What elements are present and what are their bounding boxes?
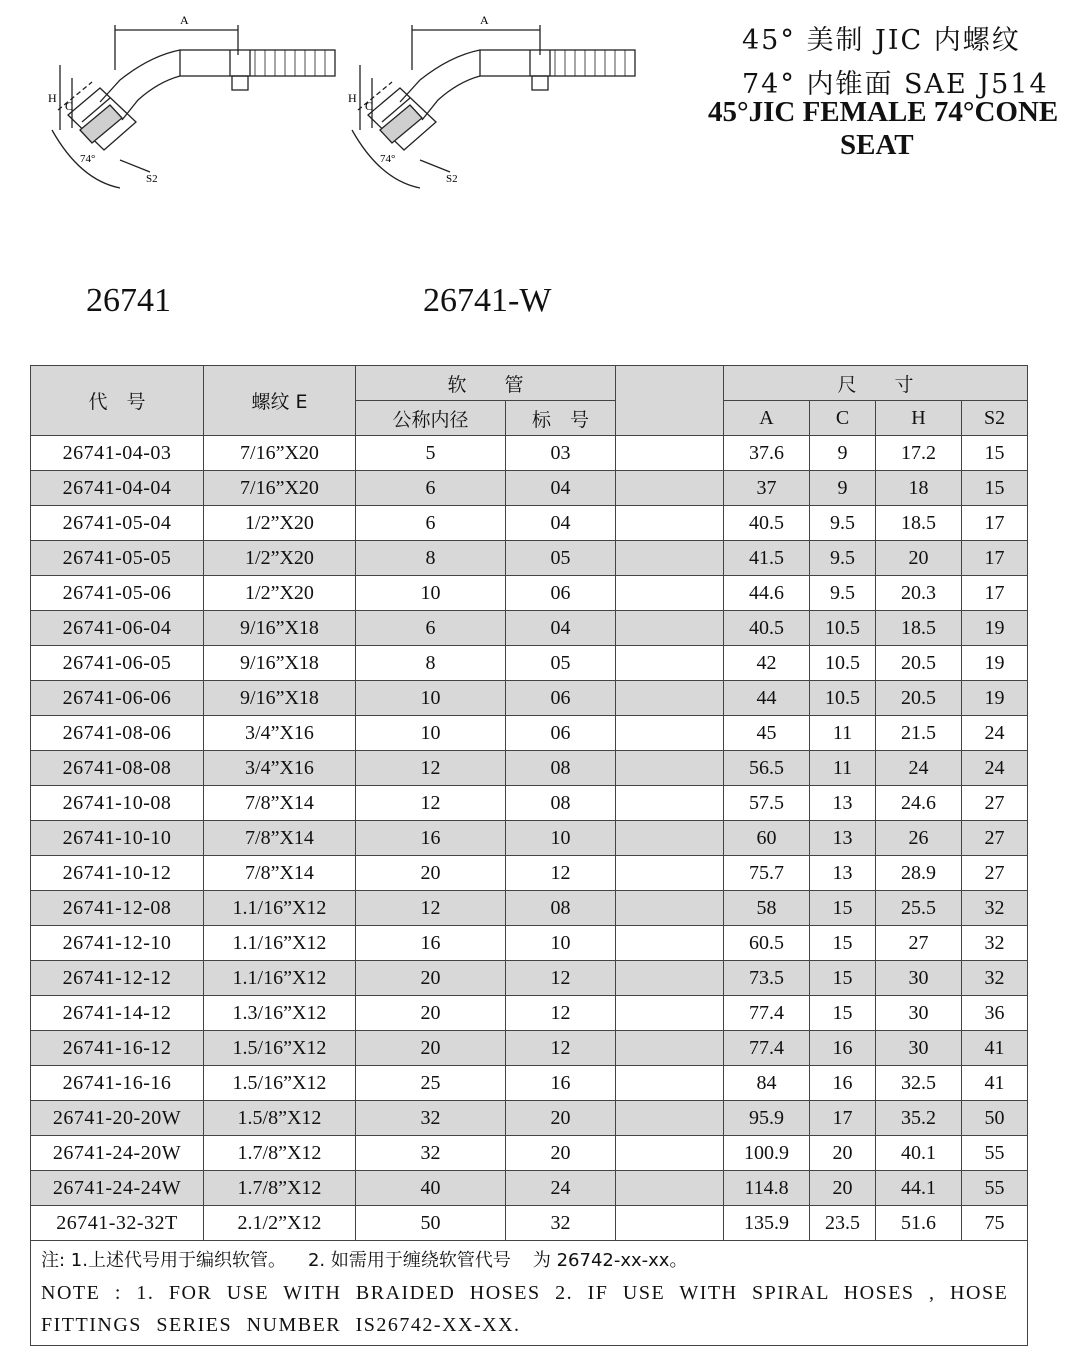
cell-blank [616, 961, 724, 996]
table-row [31, 646, 1028, 681]
cell-blank [616, 1206, 724, 1241]
cell-c: 10.5 [810, 681, 876, 716]
cell-thread: 1.7/8”X12 [204, 1136, 356, 1171]
cell-code: 26741-24-20W [31, 1136, 204, 1171]
cell-h: 28.9 [876, 856, 962, 891]
cell-mark: 08 [506, 751, 616, 786]
cell-s2: 75 [962, 1206, 1028, 1241]
cell-c: 23.5 [810, 1206, 876, 1241]
table-row [31, 856, 1028, 891]
cell-s2: 15 [962, 436, 1028, 471]
cell-thread: 2.1/2”X12 [204, 1206, 356, 1241]
cell-thread: 7/8”X14 [204, 821, 356, 856]
note-cn-part3: 为 26742-xx-xx。 [532, 1250, 688, 1271]
cell-blank [616, 681, 724, 716]
cell-thread: 3/4”X16 [204, 751, 356, 786]
cell-c: 16 [810, 1031, 876, 1066]
cell-s2: 19 [962, 646, 1028, 681]
cell-s2: 41 [962, 1066, 1028, 1101]
cell-thread: 9/16”X18 [204, 646, 356, 681]
cell-blank [616, 856, 724, 891]
cell-dn: 8 [356, 541, 506, 576]
cell-thread: 7/8”X14 [204, 856, 356, 891]
header-s2: S2 [962, 401, 1028, 436]
cell-s2: 55 [962, 1136, 1028, 1171]
table-row [31, 786, 1028, 821]
header-hose: 软 管 [356, 366, 616, 401]
cell-blank [616, 996, 724, 1031]
cell-thread: 1.5/8”X12 [204, 1101, 356, 1136]
cell-mark: 12 [506, 1031, 616, 1066]
table-row [31, 1066, 1028, 1101]
cell-h: 26 [876, 821, 962, 856]
cell-dn: 20 [356, 1031, 506, 1066]
cell-s2: 32 [962, 961, 1028, 996]
dim-c-label: C [65, 99, 74, 113]
cell-thread: 1.5/16”X12 [204, 1031, 356, 1066]
cell-c: 15 [810, 961, 876, 996]
cell-mark: 05 [506, 541, 616, 576]
cell-h: 35.2 [876, 1101, 962, 1136]
cell-blank [616, 1136, 724, 1171]
cell-a: 41.5 [724, 541, 810, 576]
table-row [31, 541, 1028, 576]
cell-blank [616, 611, 724, 646]
cell-dn: 20 [356, 856, 506, 891]
cell-thread: 9/16”X18 [204, 681, 356, 716]
cell-code: 26741-04-04 [31, 471, 204, 506]
cell-dn: 12 [356, 786, 506, 821]
cell-h: 27 [876, 926, 962, 961]
title-english-line2: SEAT [840, 129, 914, 161]
table-row [31, 926, 1028, 961]
cell-code: 26741-05-04 [31, 506, 204, 541]
cell-c: 15 [810, 996, 876, 1031]
cell-dn: 32 [356, 1136, 506, 1171]
notes [31, 1241, 1028, 1346]
cell-dn: 20 [356, 961, 506, 996]
header-hose-nominal: 公称内径 [356, 401, 506, 436]
cell-mark: 06 [506, 681, 616, 716]
cell-dn: 12 [356, 891, 506, 926]
cell-blank [616, 751, 724, 786]
cell-h: 30 [876, 996, 962, 1031]
cell-thread: 1.1/16”X12 [204, 891, 356, 926]
cell-blank [616, 1066, 724, 1101]
cell-thread: 1.1/16”X12 [204, 961, 356, 996]
table-row [31, 751, 1028, 786]
cell-thread: 1.7/8”X12 [204, 1171, 356, 1206]
cell-s2: 15 [962, 471, 1028, 506]
cell-c: 11 [810, 716, 876, 751]
cell-mark: 24 [506, 1171, 616, 1206]
cell-mark: 10 [506, 821, 616, 856]
cell-code: 26741-16-16 [31, 1066, 204, 1101]
cell-dn: 20 [356, 996, 506, 1031]
cell-c: 13 [810, 786, 876, 821]
cell-h: 25.5 [876, 891, 962, 926]
cell-s2: 41 [962, 1031, 1028, 1066]
cell-code: 26741-08-06 [31, 716, 204, 751]
cell-dn: 10 [356, 716, 506, 751]
cell-blank [616, 716, 724, 751]
cell-blank [616, 436, 724, 471]
cell-dn: 50 [356, 1206, 506, 1241]
cell-blank [616, 541, 724, 576]
cell-h: 20 [876, 541, 962, 576]
cell-a: 37.6 [724, 436, 810, 471]
cell-h: 32.5 [876, 1066, 962, 1101]
cell-a: 114.8 [724, 1171, 810, 1206]
cell-code: 26741-32-32T [31, 1206, 204, 1241]
cell-a: 60 [724, 821, 810, 856]
cell-a: 95.9 [724, 1101, 810, 1136]
cell-a: 45 [724, 716, 810, 751]
cell-c: 9 [810, 471, 876, 506]
header-code: 代 号 [31, 366, 204, 436]
cell-code: 26741-06-05 [31, 646, 204, 681]
cell-a: 40.5 [724, 506, 810, 541]
cell-s2: 19 [962, 611, 1028, 646]
cell-a: 84 [724, 1066, 810, 1101]
cell-mark: 05 [506, 646, 616, 681]
table-header [31, 366, 1028, 436]
cell-h: 17.2 [876, 436, 962, 471]
cell-mark: 06 [506, 716, 616, 751]
cell-code: 26741-20-20W [31, 1101, 204, 1136]
cell-s2: 32 [962, 926, 1028, 961]
cell-thread: 7/16”X20 [204, 471, 356, 506]
cell-code: 26741-06-06 [31, 681, 204, 716]
cell-blank [616, 471, 724, 506]
cell-c: 13 [810, 856, 876, 891]
cell-c: 15 [810, 891, 876, 926]
cell-blank [616, 1171, 724, 1206]
cell-a: 40.5 [724, 611, 810, 646]
cell-blank [616, 646, 724, 681]
table-row [31, 996, 1028, 1031]
cell-blank [616, 891, 724, 926]
cell-c: 17 [810, 1101, 876, 1136]
cell-h: 20.3 [876, 576, 962, 611]
angle-label: 74° [80, 153, 96, 165]
cell-a: 44.6 [724, 576, 810, 611]
cell-h: 24 [876, 751, 962, 786]
cell-h: 20.5 [876, 681, 962, 716]
cell-c: 20 [810, 1171, 876, 1206]
cell-blank [616, 576, 724, 611]
cell-h: 18 [876, 471, 962, 506]
table-row [31, 821, 1028, 856]
cell-c: 9.5 [810, 576, 876, 611]
note-cn-part2: 2. 如需用于缠绕软管代号 [307, 1250, 511, 1271]
cell-thread: 9/16”X18 [204, 611, 356, 646]
cell-mark: 06 [506, 576, 616, 611]
dim-c-label: C [365, 99, 374, 113]
header-blank [616, 366, 724, 436]
cell-thread: 7/8”X14 [204, 786, 356, 821]
cell-code: 26741-05-05 [31, 541, 204, 576]
dim-a-label: A [180, 13, 189, 27]
table-row [31, 576, 1028, 611]
cell-code: 26741-10-12 [31, 856, 204, 891]
cell-h: 24.6 [876, 786, 962, 821]
cell-mark: 04 [506, 471, 616, 506]
cell-dn: 40 [356, 1171, 506, 1206]
table-row [31, 436, 1028, 471]
cell-a: 75.7 [724, 856, 810, 891]
cell-code: 26741-14-12 [31, 996, 204, 1031]
cell-a: 37 [724, 471, 810, 506]
header-c: C [810, 401, 876, 436]
cell-s2: 27 [962, 856, 1028, 891]
cell-thread: 1.3/16”X12 [204, 996, 356, 1031]
cell-blank [616, 506, 724, 541]
cell-code: 26741-16-12 [31, 1031, 204, 1066]
header-hose-mark: 标 号 [506, 401, 616, 436]
table-body [31, 436, 1028, 1241]
cell-s2: 17 [962, 506, 1028, 541]
cell-mark: 20 [506, 1101, 616, 1136]
cell-c: 9.5 [810, 541, 876, 576]
header-dimensions: 尺 寸 [724, 366, 1028, 401]
cell-s2: 50 [962, 1101, 1028, 1136]
cell-a: 60.5 [724, 926, 810, 961]
table-row [31, 1031, 1028, 1066]
cell-dn: 6 [356, 506, 506, 541]
cell-blank [616, 926, 724, 961]
cell-dn: 12 [356, 751, 506, 786]
cell-blank [616, 821, 724, 856]
table-row [31, 1171, 1028, 1206]
cell-h: 40.1 [876, 1136, 962, 1171]
cell-dn: 16 [356, 926, 506, 961]
cell-dn: 32 [356, 1101, 506, 1136]
note-chinese [41, 1245, 1017, 1277]
fitting-drawing-26741-w [340, 10, 640, 200]
cell-mark: 08 [506, 891, 616, 926]
cell-code: 26741-12-08 [31, 891, 204, 926]
cell-code: 26741-05-06 [31, 576, 204, 611]
cell-h: 30 [876, 1031, 962, 1066]
cell-dn: 10 [356, 681, 506, 716]
cell-a: 44 [724, 681, 810, 716]
header-h: H [876, 401, 962, 436]
cell-thread: 7/16”X20 [204, 436, 356, 471]
table-row [31, 471, 1028, 506]
cell-thread: 1/2”X20 [204, 576, 356, 611]
cell-code: 26741-06-04 [31, 611, 204, 646]
cell-blank [616, 786, 724, 821]
cell-c: 16 [810, 1066, 876, 1101]
cell-a: 100.9 [724, 1136, 810, 1171]
cell-code: 26741-10-10 [31, 821, 204, 856]
cell-code: 26741-08-08 [31, 751, 204, 786]
cell-h: 18.5 [876, 611, 962, 646]
cell-dn: 6 [356, 471, 506, 506]
header-thread: 螺纹 E [204, 366, 356, 436]
cell-mark: 08 [506, 786, 616, 821]
title-english-line1: 45°JIC FEMALE 74°CONE [708, 96, 1059, 128]
cell-code: 26741-12-12 [31, 961, 204, 996]
table-row [31, 506, 1028, 541]
dim-h-label: H [348, 91, 357, 105]
title-chinese-line1: 45° 美制 JIC 内螺纹 [742, 25, 1021, 56]
cell-s2: 27 [962, 786, 1028, 821]
dim-a-label: A [480, 13, 489, 27]
cell-mark: 32 [506, 1206, 616, 1241]
table-row [31, 1101, 1028, 1136]
cell-mark: 12 [506, 856, 616, 891]
cell-code: 26741-12-10 [31, 926, 204, 961]
cell-dn: 16 [356, 821, 506, 856]
cell-c: 20 [810, 1136, 876, 1171]
cell-h: 44.1 [876, 1171, 962, 1206]
cell-c: 13 [810, 821, 876, 856]
table-row [31, 681, 1028, 716]
cell-h: 21.5 [876, 716, 962, 751]
table-row [31, 611, 1028, 646]
cell-a: 77.4 [724, 996, 810, 1031]
header-a: A [724, 401, 810, 436]
cell-a: 58 [724, 891, 810, 926]
cell-s2: 24 [962, 716, 1028, 751]
cell-c: 15 [810, 926, 876, 961]
cell-s2: 27 [962, 821, 1028, 856]
cell-s2: 17 [962, 576, 1028, 611]
cell-thread: 1.5/16”X12 [204, 1066, 356, 1101]
cell-a: 73.5 [724, 961, 810, 996]
cell-s2: 55 [962, 1171, 1028, 1206]
cell-s2: 24 [962, 751, 1028, 786]
cell-dn: 8 [356, 646, 506, 681]
cell-thread: 1.1/16”X12 [204, 926, 356, 961]
cell-c: 9.5 [810, 506, 876, 541]
cell-c: 11 [810, 751, 876, 786]
cell-dn: 6 [356, 611, 506, 646]
cell-mark: 03 [506, 436, 616, 471]
cell-c: 9 [810, 436, 876, 471]
cell-thread: 1/2”X20 [204, 506, 356, 541]
note-english: NOTE : 1. FOR USE WITH BRAIDED HOSES 2. IF USE WITH SPIRAL HOSES , HOSE FITTINGS SERIES NUMBER IS26742-XX-XX. [41, 1282, 1009, 1336]
table-row [31, 891, 1028, 926]
cell-a: 57.5 [724, 786, 810, 821]
part-number-left: 26741 [86, 282, 171, 319]
cell-dn: 10 [356, 576, 506, 611]
cell-mark: 12 [506, 961, 616, 996]
s2-label: S2 [446, 173, 458, 185]
cell-blank [616, 1031, 724, 1066]
cell-a: 56.5 [724, 751, 810, 786]
cell-mark: 04 [506, 611, 616, 646]
title-chinese-line2: 74° 内锥面 SAE J514 [742, 69, 1049, 100]
cell-dn: 25 [356, 1066, 506, 1101]
cell-s2: 17 [962, 541, 1028, 576]
cell-h: 51.6 [876, 1206, 962, 1241]
note-cn-part1: 注: 1.上述代号用于编织软管。 [41, 1250, 286, 1271]
fitting-drawing-26741 [40, 10, 340, 200]
table-row [31, 1206, 1028, 1241]
table-row [31, 1136, 1028, 1171]
cell-c: 10.5 [810, 646, 876, 681]
cell-s2: 19 [962, 681, 1028, 716]
dim-h-label: H [48, 91, 57, 105]
s2-label: S2 [146, 173, 158, 185]
cell-thread: 3/4”X16 [204, 716, 356, 751]
cell-a: 77.4 [724, 1031, 810, 1066]
cell-mark: 16 [506, 1066, 616, 1101]
cell-dn: 5 [356, 436, 506, 471]
cell-mark: 12 [506, 996, 616, 1031]
part-number-right: 26741-W [423, 282, 552, 319]
cell-mark: 20 [506, 1136, 616, 1171]
cell-code: 26741-10-08 [31, 786, 204, 821]
cell-h: 18.5 [876, 506, 962, 541]
cell-c: 10.5 [810, 611, 876, 646]
cell-a: 42 [724, 646, 810, 681]
cell-s2: 36 [962, 996, 1028, 1031]
cell-mark: 04 [506, 506, 616, 541]
table-row [31, 961, 1028, 996]
spec-table [30, 365, 1028, 1346]
cell-s2: 32 [962, 891, 1028, 926]
cell-a: 135.9 [724, 1206, 810, 1241]
cell-h: 20.5 [876, 646, 962, 681]
cell-mark: 10 [506, 926, 616, 961]
cell-thread: 1/2”X20 [204, 541, 356, 576]
angle-label: 74° [380, 153, 396, 165]
cell-blank [616, 1101, 724, 1136]
cell-h: 30 [876, 961, 962, 996]
cell-code: 26741-24-24W [31, 1171, 204, 1206]
cell-code: 26741-04-03 [31, 436, 204, 471]
table-row [31, 716, 1028, 751]
